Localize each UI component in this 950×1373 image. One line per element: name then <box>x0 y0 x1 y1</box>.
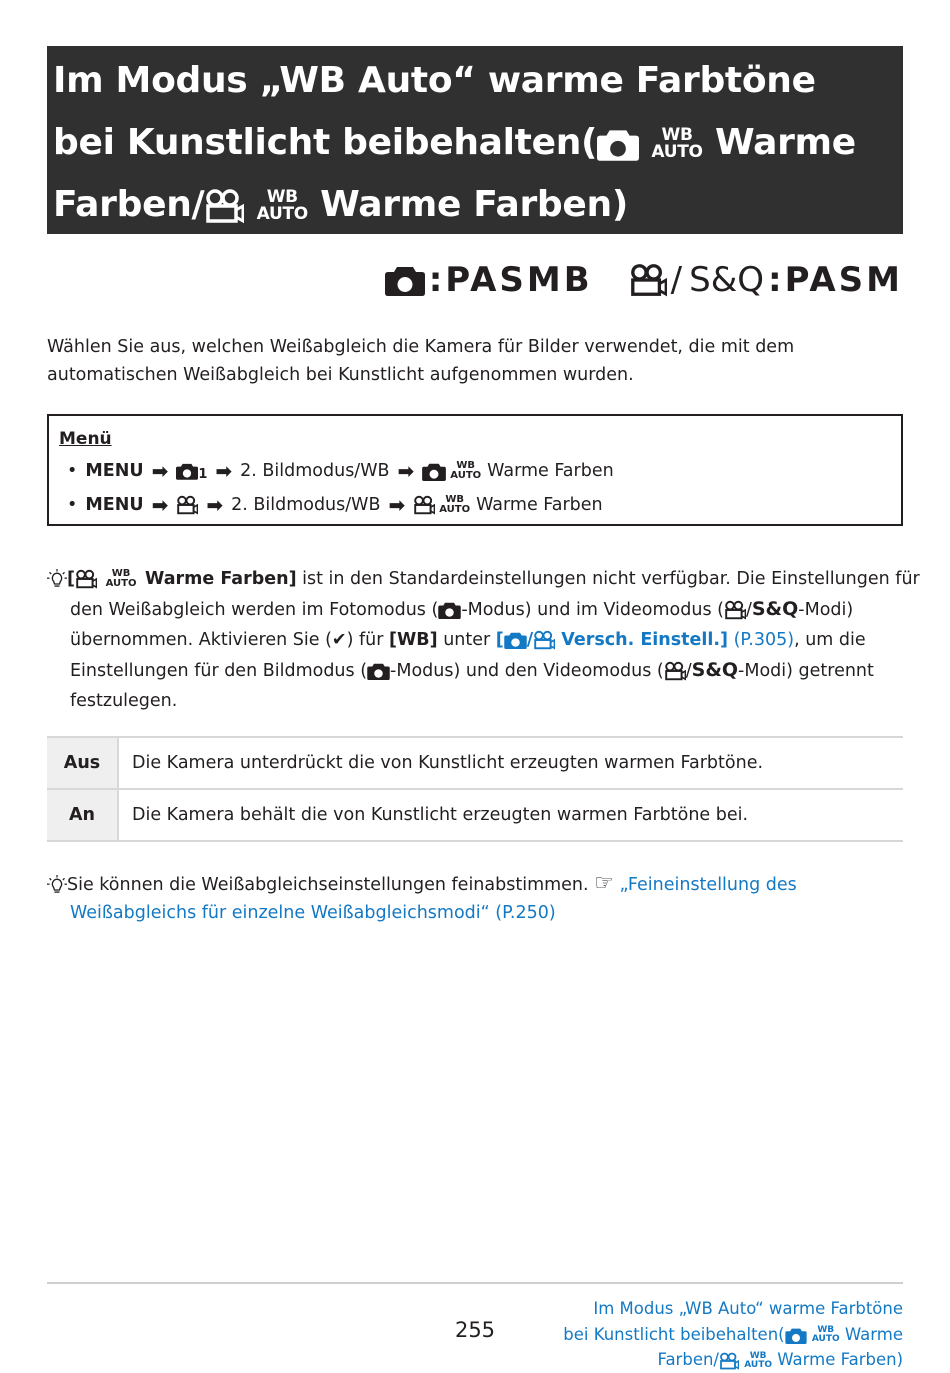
video-icon <box>204 188 244 224</box>
option-key: An <box>47 789 118 841</box>
video-icon <box>629 263 667 297</box>
camera-icon <box>785 1327 807 1344</box>
camera-icon <box>367 662 390 680</box>
menu-label: MENU <box>85 495 144 515</box>
tip-line-5: festzulegen. <box>70 691 178 711</box>
fine-tune-link-cont[interactable]: Weißabgleichs für einzelne Weißabgleichsmodi“ (P.250) <box>70 903 556 923</box>
menu-target: Warme Farben <box>476 495 603 515</box>
video-tab-icon <box>176 495 198 515</box>
reference-hand-icon: ☞ <box>594 871 614 896</box>
sq-mode: S&Q <box>751 598 799 620</box>
title-line-2-prefix: bei Kunstlicht beibehalten( <box>53 122 598 163</box>
tip-line-2: den Weißabgleich werden im Fotomodus ( -Modus) und im Videomodus ( /S&Q-Modi) <box>70 598 854 620</box>
intro-text: Wählen Sie aus, welchen Weißabgleich die Kamera für Bilder verwendet, die mit dem automatischen Weißabgleich bei Kunstlicht aufgenommen wurden. <box>47 337 795 385</box>
menu-target: Warme Farben <box>487 461 614 481</box>
sq-mode: S&Q <box>691 659 739 681</box>
arrow-icon: ➡ <box>397 459 415 483</box>
arrow-icon: ➡ <box>215 459 233 483</box>
title-line-3-suffix: Warme Farben) <box>307 184 629 225</box>
video-separator: / <box>670 260 686 300</box>
camera-icon <box>438 601 461 619</box>
wb-auto-icon: WB AUTO <box>439 494 471 515</box>
video-icon <box>533 630 555 650</box>
wb-auto-icon: WB AUTO <box>744 1350 773 1370</box>
menu-label: MENU <box>85 461 144 481</box>
camera-tab-icon <box>176 462 198 480</box>
option-key: Aus <box>47 737 118 789</box>
video-icon <box>75 569 97 589</box>
title-line-1: Im Modus „WB Auto“ warme Farbtöne <box>53 60 816 101</box>
settings-link[interactable]: [ / Versch. Einstell.] <box>495 630 729 650</box>
title-line-3 <box>53 174 897 236</box>
page-title <box>47 46 903 234</box>
option-desc: Die Kamera behält die von Kunstlicht erzeugten warmen Farbtöne bei. <box>118 789 903 841</box>
video-icon <box>413 495 435 515</box>
tip-line-1: [ WB AUTO Warme Farben] ist in den Standardeinstellungen nicht verfügbar. Die Einstellungen für <box>47 564 907 594</box>
menu-path-photo: • MENU ➡ 1 ➡ 2. Bildmodus/WB ➡ WB AUTO Warme Farben <box>59 452 891 490</box>
video-icon <box>719 1352 739 1370</box>
arrow-icon: ➡ <box>206 493 224 517</box>
title-line-2-suffix: Warme <box>702 122 856 163</box>
page-number: 255 <box>454 1318 496 1342</box>
options-table <box>47 736 903 842</box>
camera-icon <box>385 264 425 296</box>
tip-line-4: Einstellungen für den Bildmodus ( -Modus) und den Videomodus ( /S&Q-Modi) getrennt <box>70 659 874 681</box>
wb-auto-icon: WB AUTO <box>105 568 137 589</box>
wb-auto-icon: WB AUTO <box>450 460 482 481</box>
menu-path-item: 2. Bildmodus/WB <box>231 495 381 515</box>
tip-line-3: übernommen. Aktivieren Sie (✔) für [WB] unter [ / Versch. Einstell.] (P.305), um die <box>70 630 866 650</box>
wb-auto-icon: WB AUTO <box>651 125 703 162</box>
menu-box <box>47 414 903 526</box>
camera-icon <box>504 631 527 649</box>
lightbulb-icon <box>47 569 67 589</box>
lightbulb-icon <box>47 875 67 895</box>
footer-divider <box>47 1282 903 1284</box>
menu-title: Menü <box>59 429 112 449</box>
arrow-icon: ➡ <box>151 493 169 517</box>
title-line-2 <box>53 112 897 174</box>
menu-path-video: • MENU ➡ ➡ 2. Bildmodus/WB ➡ WB AUTO Warme Farben <box>59 490 891 520</box>
menu-path-item: 2. Bildmodus/WB <box>240 461 390 481</box>
sq-mode: S&Q <box>689 260 764 300</box>
tip-bold-item: Warme Farben] <box>145 569 297 589</box>
video-icon <box>724 600 746 620</box>
tip-note-2: Sie können die Weißabgleichseinstellungen feinabstimmen. ☞ „Feineinstellung des Weißabgleichs für einzelne Weißabgleichsmodi“ (P.250) <box>47 870 907 927</box>
page-ref-link[interactable]: (P.305) <box>728 630 795 650</box>
footer-section-link[interactable]: Im Modus „WB Auto“ warme Farbtöne bei Kunstlicht beibehalten( WB AUTO Warme Farben/ WB AUTO Warme Farben) <box>563 1299 903 1370</box>
photo-modes: :PASMB <box>428 260 593 300</box>
arrow-icon: ➡ <box>388 493 406 517</box>
table-row <box>47 737 903 789</box>
mode-availability <box>385 258 903 302</box>
table-row <box>47 789 903 841</box>
fine-tune-link[interactable]: „Feineinstellung des <box>613 875 797 895</box>
wb-auto-icon: WB AUTO <box>256 187 308 224</box>
camera-icon <box>422 462 446 481</box>
title-line-3-prefix: Farben/ <box>53 184 205 225</box>
option-desc: Die Kamera unterdrückt die von Kunstlicht erzeugten warmen Farbtöne. <box>118 737 903 789</box>
checkmark-icon: ✔ <box>331 630 347 650</box>
camera-icon <box>597 127 639 161</box>
wb-auto-icon: WB AUTO <box>811 1325 840 1344</box>
arrow-icon: ➡ <box>151 459 169 483</box>
tip-note <box>47 564 920 716</box>
video-modes: :PASM <box>767 260 903 300</box>
video-icon <box>664 661 686 681</box>
